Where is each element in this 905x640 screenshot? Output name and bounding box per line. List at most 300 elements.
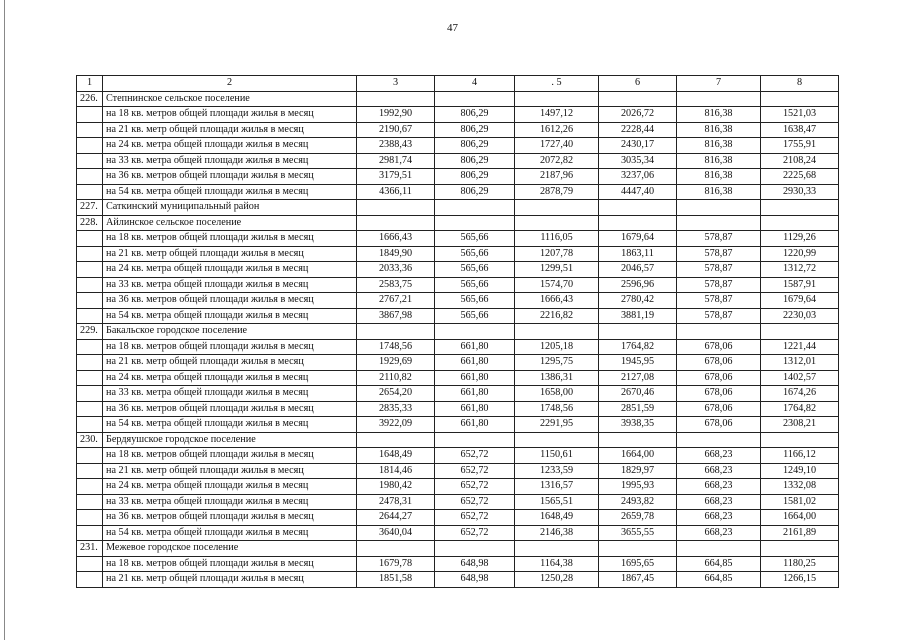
value-cell: 2851,59 [599,401,677,417]
value-cell [357,200,435,216]
value-cell [435,432,515,448]
value-cell: 678,06 [677,417,761,433]
table-row [77,231,839,247]
row-number [77,556,103,572]
value-cell [599,91,677,107]
value-cell: 661,80 [435,386,515,402]
value-cell: 578,87 [677,246,761,262]
value-cell [357,432,435,448]
value-cell: 1679,78 [357,556,435,572]
value-cell: 1565,51 [515,494,599,510]
row-label: на 36 кв. метров общей площади жилья в месяц [103,293,357,309]
value-cell: 3867,98 [357,308,435,324]
value-cell: 1205,18 [515,339,599,355]
row-number [77,262,103,278]
row-label: на 21 кв. метр общей площади жилья в месяц [103,355,357,371]
header-cell: 6 [599,76,677,92]
value-cell: 1221,44 [761,339,839,355]
row-number [77,370,103,386]
value-cell: 1929,69 [357,355,435,371]
value-cell: 1863,11 [599,246,677,262]
value-cell [761,200,839,216]
value-cell: 1266,15 [761,572,839,588]
value-cell: 4366,11 [357,184,435,200]
row-label: на 24 кв. метра общей площади жилья в месяц [103,138,357,154]
value-cell: 2430,17 [599,138,677,154]
value-cell: 578,87 [677,262,761,278]
row-number: 231. [77,541,103,557]
value-cell: 2228,44 [599,122,677,138]
value-cell: 678,06 [677,355,761,371]
value-cell: 2127,08 [599,370,677,386]
value-cell: 2072,82 [515,153,599,169]
value-cell: 806,29 [435,107,515,123]
value-cell [677,432,761,448]
value-cell: 3179,51 [357,169,435,185]
value-cell: 1748,56 [357,339,435,355]
row-number: 227. [77,200,103,216]
value-cell [761,541,839,557]
value-cell: 816,38 [677,184,761,200]
value-cell: 1638,47 [761,122,839,138]
row-label: на 24 кв. метра общей площади жилья в месяц [103,262,357,278]
value-cell [435,541,515,557]
value-cell [515,215,599,231]
row-label: на 21 кв. метр общей площади жилья в месяц [103,122,357,138]
value-cell: 565,66 [435,277,515,293]
row-label: на 36 кв. метров общей площади жилья в месяц [103,510,357,526]
value-cell: 2146,38 [515,525,599,541]
value-cell: 3938,35 [599,417,677,433]
value-cell [435,200,515,216]
value-cell [435,91,515,107]
value-cell [761,324,839,340]
row-number [77,153,103,169]
row-number: 228. [77,215,103,231]
table-row [77,308,839,324]
value-cell: 668,23 [677,510,761,526]
row-number [77,277,103,293]
table-header-row [77,76,839,92]
row-label: Степнинское сельское поселение [103,91,357,107]
value-cell: 816,38 [677,138,761,154]
table-row [77,355,839,371]
row-label: на 33 кв. метра общей площади жилья в месяц [103,494,357,510]
value-cell: 1664,00 [761,510,839,526]
value-cell: 1386,31 [515,370,599,386]
table-row [77,153,839,169]
table-body [77,76,839,588]
value-cell [677,324,761,340]
value-cell: 1332,08 [761,479,839,495]
row-label: Саткинский муниципальный район [103,200,357,216]
value-cell: 1402,57 [761,370,839,386]
row-label: на 24 кв. метра общей площади жилья в месяц [103,370,357,386]
row-number [77,293,103,309]
tariff-table [76,75,839,588]
row-label: на 54 кв. метра общей площади жилья в месяц [103,417,357,433]
value-cell: 816,38 [677,169,761,185]
value-cell: 1748,56 [515,401,599,417]
value-cell: 565,66 [435,293,515,309]
value-cell: 2654,20 [357,386,435,402]
row-label: на 21 кв. метр общей площади жилья в месяц [103,246,357,262]
value-cell: 1679,64 [599,231,677,247]
value-cell: 2644,27 [357,510,435,526]
table-row [77,184,839,200]
value-cell: 668,23 [677,479,761,495]
value-cell: 661,80 [435,370,515,386]
value-cell: 678,06 [677,386,761,402]
row-label: Межевое городское поселение [103,541,357,557]
value-cell: 1129,26 [761,231,839,247]
value-cell: 2110,82 [357,370,435,386]
header-cell: 8 [761,76,839,92]
section-row [77,432,839,448]
value-cell: 678,06 [677,370,761,386]
value-cell [599,215,677,231]
row-label: на 21 кв. метр общей площади жилья в месяц [103,463,357,479]
section-row [77,91,839,107]
table-row [77,122,839,138]
row-label: Айлинское сельское поселение [103,215,357,231]
value-cell: 2583,75 [357,277,435,293]
table-row [77,277,839,293]
value-cell: 565,66 [435,231,515,247]
value-cell: 3922,09 [357,417,435,433]
row-number [77,169,103,185]
value-cell: 1150,61 [515,448,599,464]
value-cell: 652,72 [435,479,515,495]
table-row [77,107,839,123]
value-cell: 3655,55 [599,525,677,541]
table-row [77,448,839,464]
value-cell: 578,87 [677,293,761,309]
value-cell [357,541,435,557]
row-label: на 54 кв. метра общей площади жилья в месяц [103,308,357,324]
value-cell: 661,80 [435,401,515,417]
value-cell: 652,72 [435,510,515,526]
value-cell: 2230,03 [761,308,839,324]
row-label: на 18 кв. метров общей площади жилья в месяц [103,556,357,572]
value-cell: 1664,00 [599,448,677,464]
row-label: на 18 кв. метров общей площади жилья в месяц [103,448,357,464]
value-cell: 652,72 [435,448,515,464]
table-row [77,494,839,510]
table-row [77,169,839,185]
value-cell: 1695,65 [599,556,677,572]
value-cell [357,215,435,231]
value-cell: 816,38 [677,122,761,138]
value-cell [677,91,761,107]
value-cell [515,91,599,107]
value-cell: 1674,26 [761,386,839,402]
value-cell: 565,66 [435,246,515,262]
value-cell: 1295,75 [515,355,599,371]
row-number [77,339,103,355]
row-label: Бакальское городское поселение [103,324,357,340]
value-cell: 578,87 [677,308,761,324]
value-cell: 1764,82 [599,339,677,355]
value-cell: 1587,91 [761,277,839,293]
page-number: 47 [447,22,458,34]
header-cell: 1 [77,76,103,92]
value-cell: 1829,97 [599,463,677,479]
value-cell: 1867,45 [599,572,677,588]
row-label: на 18 кв. метров общей площади жилья в месяц [103,107,357,123]
value-cell: 661,80 [435,417,515,433]
value-cell: 1764,82 [761,401,839,417]
value-cell: 806,29 [435,122,515,138]
value-cell: 1849,90 [357,246,435,262]
value-cell: 806,29 [435,138,515,154]
row-number: 230. [77,432,103,448]
value-cell: 2493,82 [599,494,677,510]
value-cell [515,200,599,216]
table-row [77,572,839,588]
row-number: 226. [77,91,103,107]
value-cell [677,215,761,231]
value-cell: 2659,78 [599,510,677,526]
value-cell: 652,72 [435,525,515,541]
row-label: на 36 кв. метров общей площади жилья в месяц [103,169,357,185]
value-cell: 578,87 [677,231,761,247]
value-cell: 4447,40 [599,184,677,200]
value-cell: 565,66 [435,308,515,324]
value-cell [357,324,435,340]
value-cell: 1316,57 [515,479,599,495]
table-row [77,246,839,262]
row-number [77,494,103,510]
value-cell: 1312,72 [761,262,839,278]
header-cell: 3 [357,76,435,92]
value-cell: 2291,95 [515,417,599,433]
value-cell: 2981,74 [357,153,435,169]
value-cell: 1497,12 [515,107,599,123]
header-cell: 7 [677,76,761,92]
value-cell: 1574,70 [515,277,599,293]
value-cell [435,215,515,231]
value-cell: 1814,46 [357,463,435,479]
value-cell [515,432,599,448]
value-cell [515,324,599,340]
value-cell: 668,23 [677,463,761,479]
table-row [77,138,839,154]
value-cell: 2878,79 [515,184,599,200]
row-number [77,463,103,479]
row-number [77,525,103,541]
value-cell: 3640,04 [357,525,435,541]
value-cell: 3237,06 [599,169,677,185]
table-row [77,339,839,355]
row-label: на 18 кв. метров общей площади жилья в месяц [103,231,357,247]
table-row [77,293,839,309]
row-number [77,308,103,324]
value-cell: 2670,46 [599,386,677,402]
value-cell: 1755,91 [761,138,839,154]
table-row [77,417,839,433]
value-cell [435,324,515,340]
section-row [77,541,839,557]
row-number [77,246,103,262]
value-cell: 1207,78 [515,246,599,262]
value-cell: 2033,36 [357,262,435,278]
row-number [77,386,103,402]
value-cell: 3881,19 [599,308,677,324]
header-cell: 2 [103,76,357,92]
value-cell: 1116,05 [515,231,599,247]
value-cell: 1166,12 [761,448,839,464]
row-number [77,122,103,138]
value-cell: 652,72 [435,463,515,479]
value-cell: 816,38 [677,153,761,169]
table-row [77,510,839,526]
value-cell: 2046,57 [599,262,677,278]
value-cell: 806,29 [435,153,515,169]
row-label: на 36 кв. метров общей площади жилья в месяц [103,401,357,417]
value-cell: 1851,58 [357,572,435,588]
value-cell [761,432,839,448]
row-number [77,107,103,123]
value-cell [599,324,677,340]
value-cell: 668,23 [677,494,761,510]
value-cell: 3035,34 [599,153,677,169]
row-label: на 33 кв. метра общей площади жилья в месяц [103,277,357,293]
row-label: на 33 кв. метра общей площади жилья в месяц [103,386,357,402]
value-cell: 816,38 [677,107,761,123]
row-number [77,401,103,417]
value-cell: 1312,01 [761,355,839,371]
value-cell: 2225,68 [761,169,839,185]
value-cell: 1648,49 [515,510,599,526]
value-cell [357,91,435,107]
value-cell: 2780,42 [599,293,677,309]
value-cell: 2187,96 [515,169,599,185]
value-cell [761,215,839,231]
table-row [77,262,839,278]
value-cell: 2478,31 [357,494,435,510]
value-cell: 678,06 [677,339,761,355]
table-row [77,370,839,386]
value-cell: 2026,72 [599,107,677,123]
value-cell: 2216,82 [515,308,599,324]
value-cell: 2388,43 [357,138,435,154]
section-row [77,215,839,231]
value-cell [599,200,677,216]
value-cell: 664,85 [677,572,761,588]
section-row [77,200,839,216]
row-number [77,572,103,588]
value-cell: 668,23 [677,525,761,541]
value-cell: 1612,26 [515,122,599,138]
row-number [77,479,103,495]
value-cell: 1250,28 [515,572,599,588]
value-cell: 565,66 [435,262,515,278]
value-cell [677,541,761,557]
value-cell: 1249,10 [761,463,839,479]
row-label: на 24 кв. метра общей площади жилья в месяц [103,479,357,495]
value-cell: 1666,43 [515,293,599,309]
row-number [77,417,103,433]
table-row [77,525,839,541]
value-cell: 578,87 [677,277,761,293]
table-row [77,556,839,572]
value-cell: 1521,03 [761,107,839,123]
header-cell: 4 [435,76,515,92]
value-cell: 1945,95 [599,355,677,371]
table-row [77,386,839,402]
value-cell: 2108,24 [761,153,839,169]
row-number [77,448,103,464]
header-cell: . 5 [515,76,599,92]
value-cell [599,432,677,448]
row-number [77,355,103,371]
value-cell: 1995,93 [599,479,677,495]
table-row [77,401,839,417]
value-cell: 2596,96 [599,277,677,293]
value-cell: 2161,89 [761,525,839,541]
value-cell [599,541,677,557]
row-number: 229. [77,324,103,340]
value-cell: 1581,02 [761,494,839,510]
value-cell: 1666,43 [357,231,435,247]
value-cell: 1233,59 [515,463,599,479]
value-cell [677,200,761,216]
row-label: на 18 кв. метров общей площади жилья в месяц [103,339,357,355]
value-cell: 1980,42 [357,479,435,495]
value-cell: 1220,99 [761,246,839,262]
row-label: Бердяушское городское поселение [103,432,357,448]
row-number [77,138,103,154]
value-cell: 1648,49 [357,448,435,464]
row-number [77,231,103,247]
value-cell: 648,98 [435,556,515,572]
row-number [77,184,103,200]
row-label: на 54 кв. метра общей площади жилья в месяц [103,184,357,200]
value-cell: 2767,21 [357,293,435,309]
value-cell: 652,72 [435,494,515,510]
row-label: на 33 кв. метра общей площади жилья в месяц [103,153,357,169]
table-row [77,463,839,479]
value-cell: 661,80 [435,339,515,355]
value-cell: 2190,67 [357,122,435,138]
value-cell: 678,06 [677,401,761,417]
value-cell: 806,29 [435,169,515,185]
value-cell: 1992,90 [357,107,435,123]
value-cell: 668,23 [677,448,761,464]
row-label: на 54 кв. метра общей площади жилья в месяц [103,525,357,541]
value-cell: 1727,40 [515,138,599,154]
value-cell: 1679,64 [761,293,839,309]
value-cell: 648,98 [435,572,515,588]
value-cell [515,541,599,557]
value-cell: 664,85 [677,556,761,572]
value-cell: 2835,33 [357,401,435,417]
value-cell: 1180,25 [761,556,839,572]
value-cell: 806,29 [435,184,515,200]
table-row [77,479,839,495]
row-label: на 21 кв. метр общей площади жилья в месяц [103,572,357,588]
scan-edge-line [4,0,5,640]
value-cell: 2308,21 [761,417,839,433]
value-cell: 1164,38 [515,556,599,572]
value-cell: 2930,33 [761,184,839,200]
value-cell [761,91,839,107]
value-cell: 661,80 [435,355,515,371]
section-row [77,324,839,340]
value-cell: 1658,00 [515,386,599,402]
row-number [77,510,103,526]
